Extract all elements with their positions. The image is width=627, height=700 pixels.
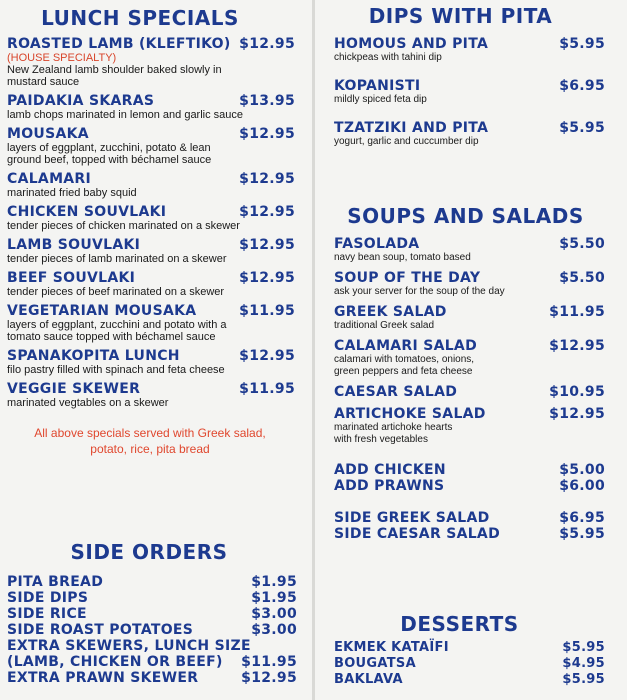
menu-item-row [334, 36, 605, 52]
menu-item-row [7, 670, 297, 686]
menu-item-name: CALAMARI SALAD [334, 338, 477, 354]
menu-item-price: $5.95 [562, 640, 605, 655]
menu-item-description: with fresh vegetables [334, 434, 428, 445]
menu-item-name: SOUP OF THE DAY [334, 270, 481, 286]
menu-item-name: TZATZIKI AND PITA [334, 120, 489, 136]
menu-item-price: $12.95 [549, 338, 605, 354]
menu-item-price: $5.95 [559, 36, 605, 52]
menu-item-row [7, 348, 295, 364]
menu-item-name: BEEF SOUVLAKI [7, 270, 136, 286]
menu-item-name: LAMB SOUVLAKI [7, 237, 141, 253]
menu-item-name: CAESAR SALAD [334, 384, 458, 400]
menu-item-price: $5.95 [559, 526, 605, 542]
menu-item [334, 36, 605, 64]
menu-item-row [7, 638, 297, 654]
menu-item-price: $6.95 [559, 78, 605, 94]
menu-item-description: calamari with tomatoes, onions, [334, 354, 475, 365]
menu-item-description: layers of eggplant, zucchini and potato with a [7, 319, 227, 331]
menu-item-name: PITA BREAD [7, 574, 104, 590]
menu-item-description: yogurt, garlic and cuccumber dip [334, 136, 479, 147]
menu-item-row [7, 654, 297, 670]
lunch-note [7, 425, 313, 457]
menu-item-price: $11.95 [241, 654, 297, 670]
menu-item [334, 78, 605, 106]
menu-item [7, 590, 297, 606]
menu-item-description: filo pastry filled with spinach and feta cheese [7, 364, 225, 376]
menu-item [7, 622, 297, 638]
lunch-note-line: All above specials served with Greek salad, [34, 426, 266, 440]
menu-item-name: SPANAKOPITA LUNCH [7, 348, 180, 364]
menu-item-price: $5.50 [559, 236, 605, 252]
menu-item-row [7, 622, 297, 638]
menu-item-price: $6.00 [559, 478, 605, 494]
menu-item-price: $6.95 [559, 510, 605, 526]
side-salads-group [334, 510, 605, 542]
menu-item-description: tender pieces of chicken marinated on a skewer [7, 220, 240, 232]
menu-item-row [334, 406, 605, 422]
menu-item-row [334, 462, 605, 478]
menu-item [7, 126, 295, 166]
menu-item-row [334, 510, 605, 526]
dips-title: DIPS WITH PITA [368, 4, 553, 28]
menu-item [334, 462, 605, 478]
menu-item [7, 204, 295, 232]
menu-item-row [334, 78, 605, 94]
menu-item-description: mildly spiced feta dip [334, 94, 427, 105]
menu-item-price: $5.00 [559, 462, 605, 478]
menu-item-name: EXTRA PRAWN SKEWER [7, 670, 199, 686]
menu-item [7, 237, 295, 265]
menu-item-price: $12.95 [239, 204, 295, 220]
menu-item-price: $11.95 [239, 381, 295, 397]
menu-item [7, 36, 295, 88]
menu-item-name: VEGETARIAN MOUSAKA [7, 303, 197, 319]
add-ons-group [334, 462, 605, 494]
menu-item-description: New Zealand lamb shoulder baked slowly in [7, 64, 222, 76]
menu-item-price: $5.95 [562, 672, 605, 687]
menu-item-description: marinated fried baby squid [7, 187, 137, 199]
menu-item [334, 304, 605, 332]
desserts-list [334, 640, 605, 687]
menu-item-description: layers of eggplant, zucchini, potato & lean [7, 142, 211, 154]
menu-item-name: BAKLAVA [334, 672, 403, 687]
menu-item [334, 270, 605, 298]
menu-item-name: CALAMARI [7, 171, 92, 187]
menu-item-price: $1.95 [251, 574, 297, 590]
menu-item [334, 384, 605, 400]
menu-item-row [7, 237, 295, 253]
menu-item-row [334, 304, 605, 320]
menu-item [7, 270, 295, 298]
menu-item-price: $12.95 [239, 126, 295, 142]
menu-item [7, 670, 297, 686]
menu-item-price: $13.95 [239, 93, 295, 109]
menu-item-row [7, 204, 295, 220]
menu-item [334, 338, 605, 378]
menu-item-row [7, 171, 295, 187]
menu-item-name: VEGGIE SKEWER [7, 381, 141, 397]
menu-item-row [7, 126, 295, 142]
menu-item-description: navy bean soup, tomato based [334, 252, 471, 263]
menu-item-price: $11.95 [549, 304, 605, 320]
menu-item-row [7, 93, 295, 109]
left-column [0, 0, 313, 686]
menu-item-description: tender pieces of beef marinated on a skewer [7, 286, 225, 298]
soups-salads-title: SOUPS AND SALADS [347, 204, 584, 228]
menu-item-price: $12.95 [239, 348, 295, 364]
menu-item-name: ROASTED LAMB (KLEFTIKO) [7, 36, 231, 52]
menu-item-name: ADD CHICKEN [334, 462, 446, 478]
desserts-title: DESSERTS [400, 612, 519, 636]
menu-item [7, 606, 297, 622]
menu-item-row [334, 120, 605, 136]
menu-item-row [7, 590, 297, 606]
menu-item-name: KOPANISTI [334, 78, 421, 94]
menu-item-description: lamb chops marinated in lemon and garlic sauce [7, 109, 244, 121]
menu-item-price: $11.95 [239, 303, 295, 319]
menu-item-description: traditional Greek salad [334, 320, 435, 331]
menu-item [7, 348, 295, 376]
menu-item-description: marinated vegtables on a skewer [7, 397, 169, 409]
menu-item-name: HOMOUS AND PITA [334, 36, 489, 52]
menu-item-name: EKMEK KATAÏFI [334, 640, 449, 655]
lunch-note-line: potato, rice, pita bread [90, 442, 210, 456]
menu-item-description: tomato sauce topped with béchamel sauce [7, 331, 216, 343]
house-specialty-tag: (HOUSE SPECIALTY) [7, 52, 117, 64]
menu-item-row [7, 36, 295, 52]
side-orders-title: SIDE ORDERS [70, 540, 228, 564]
menu-item [7, 638, 297, 654]
menu-item-description: ask your server for the soup of the day [334, 286, 505, 297]
menu-item-row [334, 270, 605, 286]
menu-item [334, 120, 605, 148]
menu-item-price: $5.50 [559, 270, 605, 286]
menu-item-name: PAIDAKIA SKARAS [7, 93, 155, 109]
menu-item-name: SIDE CAESAR SALAD [334, 526, 500, 542]
menu-item-description: mustard sauce [7, 76, 80, 88]
menu-item-row [7, 574, 297, 590]
menu-item-name: EXTRA SKEWERS, LUNCH SIZE [7, 638, 251, 654]
menu-item-name: MOUSAKA [7, 126, 89, 142]
menu-item-description: marinated artichoke hearts [334, 422, 453, 433]
menu-item-name: SIDE ROAST POTATOES [7, 622, 194, 638]
menu-item-name: SIDE GREEK SALAD [334, 510, 490, 526]
menu-item-price: $12.95 [549, 406, 605, 422]
menu-item-row [334, 338, 605, 354]
menu-item-row [7, 303, 295, 319]
menu-item-name: ADD PRAWNS [334, 478, 445, 494]
menu-item [334, 406, 605, 446]
menu-item-row [334, 478, 605, 494]
menu-item [7, 574, 297, 590]
menu-item-row [7, 381, 295, 397]
menu-item [334, 640, 605, 655]
menu-item-price: $12.95 [239, 270, 295, 286]
menu-item-row [334, 526, 605, 542]
menu-item [334, 656, 605, 671]
menu-item [7, 381, 295, 409]
lunch-specials-list [7, 36, 313, 409]
menu-item-description: tender pieces of lamb marinated on a skewer [7, 253, 227, 265]
menu-item [334, 478, 605, 494]
menu-item-description: ground beef, topped with béchamel sauce [7, 154, 212, 166]
menu-item-row [7, 606, 297, 622]
menu-item-name: (LAMB, CHICKEN OR BEEF) [7, 654, 223, 670]
menu-item-name: CHICKEN SOUVLAKI [7, 204, 167, 220]
menu-item-name: FASOLADA [334, 236, 420, 252]
menu-item [334, 526, 605, 542]
menu-item-name: SIDE RICE [7, 606, 87, 622]
menu-item-row [334, 384, 605, 400]
menu-item [7, 171, 295, 199]
menu-item-row [334, 672, 605, 687]
dips-list [334, 36, 627, 148]
menu-item-price: $10.95 [549, 384, 605, 400]
menu-item [7, 654, 297, 670]
menu-item-name: GREEK SALAD [334, 304, 447, 320]
menu-item-price: $12.95 [239, 171, 295, 187]
menu-item-name: ARTICHOKE SALAD [334, 406, 486, 422]
menu-item-price: $5.95 [559, 120, 605, 136]
menu-item-name: SIDE DIPS [7, 590, 89, 606]
menu-item [334, 236, 605, 264]
menu-item-description: chickpeas with tahini dip [334, 52, 442, 63]
menu-item-price: $3.00 [251, 622, 297, 638]
right-column [316, 0, 627, 687]
menu-item [7, 93, 295, 121]
menu-item-row [7, 270, 295, 286]
menu-item-row [334, 656, 605, 671]
menu-item-price: $12.95 [239, 36, 295, 52]
menu-item-row [334, 236, 605, 252]
menu-item-price: $12.95 [239, 237, 295, 253]
menu-item [7, 303, 295, 343]
menu-item-price: $4.95 [562, 656, 605, 671]
menu-item-price: $1.95 [251, 590, 297, 606]
menu-item-row [334, 640, 605, 655]
lunch-specials-title: LUNCH SPECIALS [41, 6, 239, 30]
menu-item [334, 510, 605, 526]
side-orders-list [7, 574, 297, 686]
menu-item-price: $12.95 [241, 670, 297, 686]
menu-item-price: $3.00 [251, 606, 297, 622]
menu-item [334, 672, 605, 687]
soups-salads-list [334, 236, 605, 542]
menu-item-name: BOUGATSA [334, 656, 416, 671]
menu-item-description: green peppers and feta cheese [334, 366, 473, 377]
